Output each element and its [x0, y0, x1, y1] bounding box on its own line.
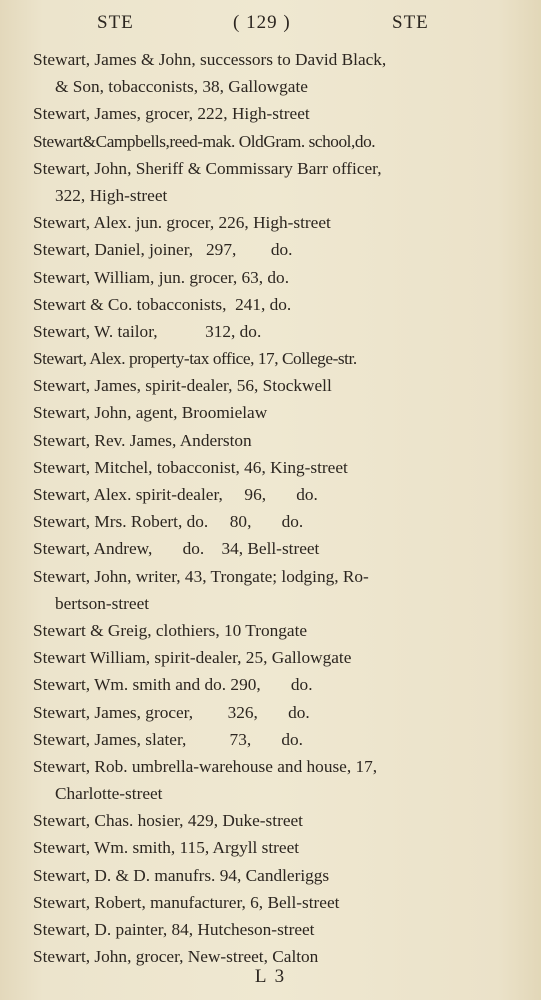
entry-continuation-line: bertson-street — [55, 593, 150, 613]
directory-entry-line: Stewart, Mitchel, tobacconist, 46, King-street — [33, 457, 348, 477]
directory-entry-line: Stewart, John, Sheriff & Commissary Barr officer, — [33, 158, 382, 178]
directory-entry-line: Stewart&Campbells,reed-mak. OldGram. school,do. — [33, 131, 376, 151]
directory-entry-line: Stewart, William, jun. grocer, 63, do. — [33, 267, 290, 287]
directory-entry-line: Stewart, W. tailor, 312, do. — [33, 321, 262, 341]
directory-entry-line: Stewart, John, grocer, New-street, Calton — [33, 947, 319, 967]
page-number: ( 129 ) — [233, 12, 291, 33]
directory-entry-line: Stewart, James & John, successors to David Black, — [33, 50, 387, 69]
directory-entry-line: Stewart, Alex. property-tax office, 17, College-str. — [33, 349, 357, 369]
directory-entry-line: Stewart William, spirit-dealer, 25, Gallowgate — [33, 648, 352, 668]
directory-entries — [33, 46, 503, 970]
running-header — [0, 8, 541, 38]
directory-entry-line: Stewart, Wm. smith, 115, Argyll street — [33, 838, 300, 858]
directory-entry-line: Stewart, Wm. smith and do. 290, do. — [33, 675, 313, 695]
entry-continuation-line: 322, High-street — [55, 185, 168, 205]
directory-entry-line: Stewart & Greig, clothiers, 10 Trongate — [33, 620, 308, 640]
directory-entry-line: Stewart, James, slater, 73, do. — [33, 729, 304, 749]
directory-entry-line: Stewart, Mrs. Robert, do. 80, do. — [33, 512, 304, 532]
header-right-catchword: STE — [392, 12, 429, 33]
directory-entry-line: Stewart, John, writer, 43, Trongate; lodging, Ro- — [33, 566, 369, 586]
directory-entry-line: Stewart, Rob. umbrella-warehouse and house, 17, — [33, 756, 378, 776]
directory-entry-line: Stewart, Andrew, do. 34, Bell-street — [33, 539, 320, 559]
directory-entry-line: Stewart, Robert, manufacturer, 6, Bell-street — [33, 892, 340, 912]
signature-mark: L 3 — [254, 966, 287, 987]
entry-continuation-line: & Son, tobacconists, 38, Gallowgate — [55, 77, 308, 97]
directory-entry-line: Stewart, James, grocer, 326, do. — [33, 702, 310, 722]
directory-entry-line: Stewart, Rev. James, Anderston — [33, 430, 252, 450]
directory-entry-line: Stewart, James, spirit-dealer, 56, Stockwell — [33, 376, 332, 396]
directory-entry-line: Stewart, Chas. hosier, 429, Duke-street — [33, 811, 303, 831]
directory-entry-line: Stewart, John, agent, Broomielaw — [33, 403, 268, 423]
directory-entry-line: Stewart, D. & D. manufrs. 94, Candleriggs — [33, 865, 330, 885]
directory-entry-line: Stewart, D. painter, 84, Hutcheson-street — [33, 920, 315, 939]
directory-entry-line: Stewart, Daniel, joiner, 297, do. — [33, 240, 293, 260]
directory-entry-line: Stewart, Alex. spirit-dealer, 96, do. — [33, 485, 318, 504]
entry-continuation-line: Charlotte-street — [55, 784, 163, 804]
directory-entry-line: Stewart, James, grocer, 222, High-street — [33, 104, 310, 124]
directory-entry-line: Stewart & Co. tobacconists, 241, do. — [33, 294, 292, 314]
directory-entry-line: Stewart, Alex. jun. grocer, 226, High-street — [33, 213, 331, 233]
header-left-catchword: STE — [97, 12, 134, 33]
